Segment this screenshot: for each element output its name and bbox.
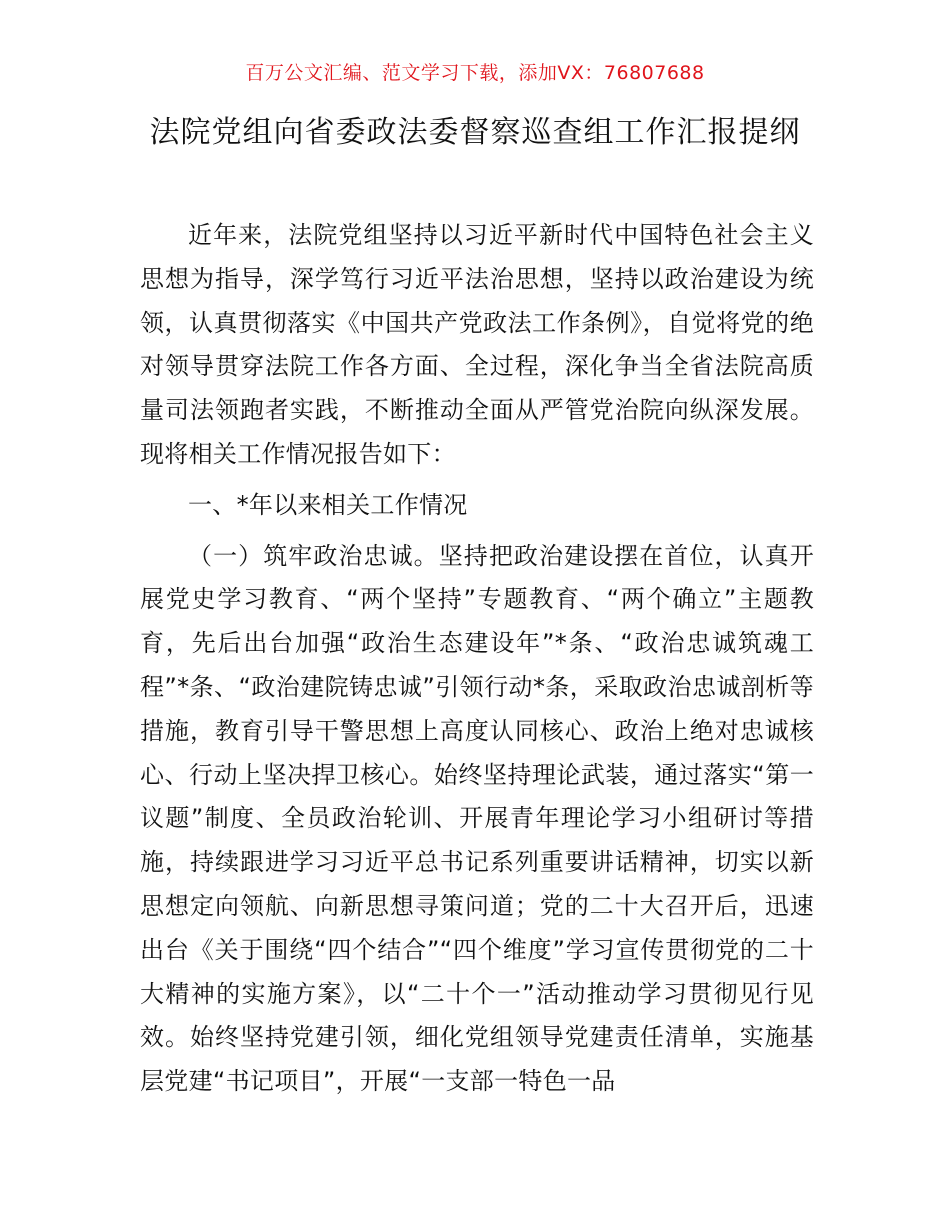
document-title: 法院党组向省委政法委督察巡查组工作汇报提纲 [149, 115, 801, 150]
intro-paragraph: 近年来，法院党组坚持以习近平新时代中国特色社会主义思想为指导，深学笃行习近平法治思想，坚持以政治建设为统领，认真贯彻落实《中国共产党政法工作条例》，自觉将党的绝对领导贯穿法院工作各方面、全过程，深化争当全省法院高质量司法领跑者实践，不断推动全面从严管党治院向纵深发展。现将相关工作情况报告如下： [140, 221, 814, 468]
watermark-banner: 百万公文汇编、范文学习下载，添加VX：76807688 [245, 62, 705, 84]
body-paragraph: （一）筑牢政治忠诚。坚持把政治建设摆在首位，认真开展党史学习教育、“两个坚持”专题教育、“两个确立”主题教育，先后出台加强“政治生态建设年”*条、“政治忠诚筑魂工程”*条、“政治建院铸忠诚”引领行动*条，采取政治忠诚剖析等措施，教育引导干警思想上高度认同核心、政治上绝对忠诚核心、行动上坚决捍卫核心。始终坚持理论武装，通过落实“第一议题”制度、全员政治轮训、开展青年理论学习小组研讨等措施，持续跟进学习习近平总书记系列重要讲话精神，切实以新思想定向领航、向新思想寻策问道；党的二十大召开后，迅速出台《关于围绕“四个结合”“四个维度”学习宣传贯彻党的二十大精神的实施方案》，以“二十个一”活动推动学习贯彻见行见效。始终坚持党建引领，细化党组领导党建责任清单，实施基层党建“书记项目”，开展“一支部一特色一品 [140, 541, 814, 1096]
document-body [140, 214, 814, 1104]
section-heading: 一、*年以来相关工作情况 [188, 490, 468, 519]
